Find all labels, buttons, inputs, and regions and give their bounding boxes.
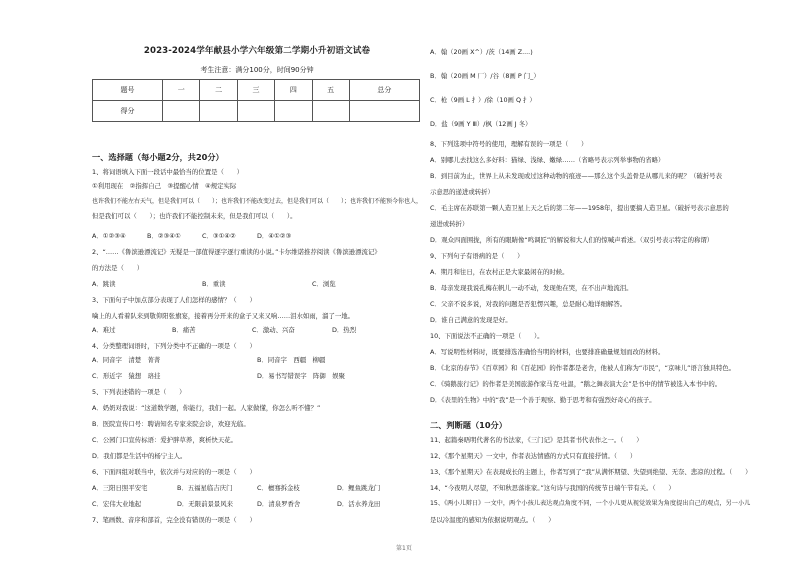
answer-option[interactable]: D．热烈 <box>332 326 357 334</box>
question-line: B．翰（20画 M 厂）/谷（8画 P 门_） <box>430 72 540 80</box>
answer-option[interactable]: D．活水养龙田 <box>337 500 381 508</box>
question-line: B．医院宣传口号：聘请知名专家来院会诊，欢迎光临。 <box>92 420 250 428</box>
score-header-cell: 题号 <box>93 80 163 101</box>
score-row-label: 得分 <box>93 101 163 122</box>
score-header-cell: 二 <box>200 80 237 101</box>
question-line: A．写说明性材料时，既要排选准确恰当明的材料，也要排准确量规划而改的材料。 <box>430 348 665 356</box>
answer-option[interactable]: B．重读 <box>202 280 226 288</box>
score-header-cell: 五 <box>312 80 349 101</box>
question-line: 递进或转折） <box>430 220 469 228</box>
question-line: 3、下面句子中加点部分表现了人们怎样的感情？（ ） <box>92 296 256 304</box>
score-cell[interactable] <box>312 101 349 122</box>
section-heading: 二、判断题（10分） <box>430 420 507 430</box>
answer-option[interactable]: D．易书写错误字 阵御 娱聚 <box>257 372 345 380</box>
section-heading: 一、选择题（每小题2分，共20分） <box>92 152 224 162</box>
score-table-score-row <box>93 101 420 122</box>
answer-option[interactable]: A．①②③④ <box>92 232 126 240</box>
score-table <box>92 79 420 122</box>
question-line: 9、下列句子有语病的是（ ） <box>430 252 524 260</box>
question-line: C．枪（9画 L 扌）/徐（10画 Q 扌） <box>430 96 536 104</box>
answer-option[interactable]: B．②③④① <box>147 232 181 240</box>
answer-option[interactable]: D．无限前景景风来 <box>177 500 234 508</box>
answer-option[interactable]: A．三阳日照平安宅 <box>92 484 148 492</box>
question-line: C．《骑鹅旅行记》的作者是美国旅游作家马克·吐温，“鹅之舞表演大会”是书中的情节被选入本书中的。 <box>430 380 722 388</box>
question-line: B．《北京的春节》《百草园》和《百花园》的作者都是老舍，他被人们称为“市民”，“京味儿”语言独具特色。 <box>430 364 736 372</box>
score-header-cell: 一 <box>163 80 200 101</box>
question-line: B．到目前为止，世界上从未发现或过这种动物的痕迹——那么这个头盖骨是从哪儿来的呢？（破折号表 <box>430 172 722 180</box>
score-cell[interactable] <box>163 101 200 122</box>
score-cell[interactable] <box>200 101 237 122</box>
answer-option[interactable]: A．难过 <box>92 326 116 334</box>
question-line: 噙上的人看着队来到敬仰阳张旗宴，接着再分开来的盒子又来又响……泪水如雨，溜了一地。 <box>92 312 355 320</box>
question-line: 8、下列选项中符号的使用，理解有误的一项是（ ） <box>430 140 588 148</box>
question-line: D．我们都是生活中的杨宁主人。 <box>92 452 187 460</box>
question-line: 10、下面说法不正确的一项是（ ）。 <box>430 332 544 340</box>
question-line: 4、分类整理词语时，下列分类中不正确的一项是（ ） <box>92 342 256 350</box>
question-line: C．父亲不说多说，对我的问题是否犯愣兴趣，总是耐心地详细解答。 <box>430 300 627 308</box>
answer-option[interactable]: C．宏伟大业地起 <box>92 500 142 508</box>
question-line: 也许我们不能左右天气，但是我们可以（ ）；也许我们不能改变过去，但是我们可以（ ）；也许我们不能预今你也人， <box>92 198 423 205</box>
question-line: 6、下面四组对联当中，依次并与对应的的一项是（ ） <box>92 468 256 476</box>
question-line: 的方法是（ ） <box>92 264 144 272</box>
question-line: C．公园门口宣传标语：爱护胖草养，爽析快天花。 <box>92 436 238 444</box>
exam-notice: 考生注意：满分100分，时间90分钟 <box>200 66 314 74</box>
answer-option[interactable]: C．③①④② <box>202 232 236 240</box>
question-line: 12、《那个星期天》一文中，作者表达情感的方式只有直接抒情。（ ） <box>430 452 637 460</box>
question-line: 14、“今夜明人尽望，不知秋思落谁家。”这句诗与我国的传统节日端午节有关。（ ） <box>430 484 675 492</box>
question-line: 示意思的递进或转折） <box>430 188 494 196</box>
question-line: 13、《那个星期天》在表现成长的主题上，作者写到了“我”从满怀期望、失望到绝望、无奈、悲凉的过程。（ ） <box>430 468 752 476</box>
question-line: 7、笔画数、音序和部首，完全没有错误的一项是（ ） <box>92 516 256 524</box>
score-table-header-row <box>93 80 420 101</box>
answer-option[interactable]: C．檀骞拆金枝 <box>257 484 300 492</box>
question-line: A．别哪儿去找这么多好料：猫绿、浅绿、嫩绿……（省略号表示列举事物的省略） <box>430 156 665 164</box>
answer-option[interactable]: D．④①②③ <box>257 232 292 240</box>
answer-option[interactable]: B．痛苦 <box>172 326 196 334</box>
score-header-cell: 四 <box>275 80 312 101</box>
question-line: 1、将词语填入下面一段话中最恰当的位置是（ ） <box>92 168 244 176</box>
answer-option[interactable]: C．形近字 猿想 珞挂 <box>92 372 161 380</box>
score-cell[interactable] <box>275 101 312 122</box>
answer-option[interactable]: A．跳读 <box>92 280 116 288</box>
question-line: 2、“……《鲁滨逊漂流记》无疑是一部值得逐字逐行重读的小说。”卡尔维诺推荐阅读《鲁滨逊漂流记》 <box>92 248 381 256</box>
question-line: 5、下列表述错的一项是（ ） <box>92 388 186 396</box>
answer-option[interactable]: D．清泉罗香舍 <box>257 500 301 508</box>
score-header-cell: 三 <box>237 80 274 101</box>
question-line: D．谁自己满意的发现是好。 <box>430 316 512 324</box>
question-line: ①利用现在 ②指挥自己 ③提醒心情 ④规定实际 <box>92 182 237 190</box>
question-line: 15、《两小儿辩日》一文中，两个小孩儿表达观点角度不同，一个小儿更从视觉效果为角度提出自己的观点，另一小儿 <box>430 500 751 507</box>
question-line: A．期月和往日，在农村正是大家最闲在的时候。 <box>430 268 569 276</box>
answer-option[interactable]: A．同音字 清楚 菁菁 <box>92 356 161 364</box>
question-line: D．盐（9画 Y Ⅲ）/枫（12画 J 冬） <box>430 120 532 128</box>
question-line: 是以冷温度的感知为依据说明观点。（ ） <box>430 516 555 524</box>
question-line: D．观众四面围拢，所有的眼睛像“鸣调匠”的解说和大人们的惊喊声看述。（双引号表示特定的称谓） <box>430 236 714 244</box>
answer-option[interactable]: B．同音字 西疆 柳疆 <box>257 356 326 364</box>
answer-option[interactable]: D．鲤鱼跳龙门 <box>337 484 381 492</box>
answer-option[interactable]: C．浏览 <box>312 280 336 288</box>
question-line: C．毛主席在苏联第一颗人造卫星上天之后的第二年——1958年，提出要搞人造卫星。（破折号表示意思的 <box>430 204 729 212</box>
answer-option[interactable]: C．激动、兴奋 <box>252 326 295 334</box>
question-line: A．翰（20画 X^）/茨（14画 Z....) <box>430 48 533 56</box>
question-line: D．《表里的生物》中的“我”是一个善于观察、勤于思考和有强烈好奇心的孩子。 <box>430 396 656 404</box>
page-number: 第1页 <box>396 545 412 552</box>
question-line: B．母亲发现我说孔梅在帆儿一动不动，发现他在哭，在不出声地流泪。 <box>430 284 633 292</box>
question-line: 但是我们可以（ ）；也许我们不能控制未来，但是我们可以（ ）。 <box>92 212 297 220</box>
answer-option[interactable]: B．五福星临吉庆门 <box>177 484 233 492</box>
question-line: A．奶奶对我说：“这道数学题，你能行，我们一起。人家做懂，你怎么听不懂？” <box>92 404 321 412</box>
score-cell[interactable] <box>349 101 419 122</box>
score-cell[interactable] <box>237 101 274 122</box>
question-line: 11、起篇秦晤明代著名的书法家，《三门记》是其者书代表作之一。（ ） <box>430 436 643 444</box>
exam-title: 2023-2024学年献县小学六年级第二学期小升初语文试卷 <box>143 46 371 56</box>
score-header-cell: 总分 <box>349 80 419 101</box>
